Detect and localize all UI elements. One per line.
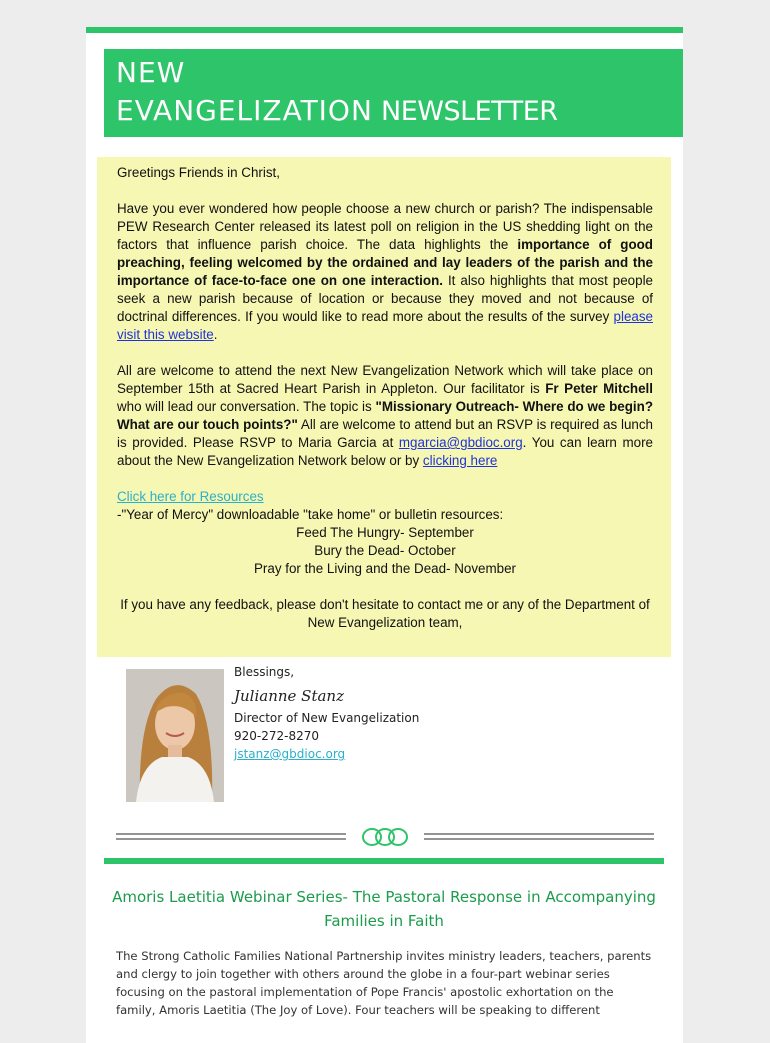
webinar-section-title: Amoris Laetitia Webinar Series- The Pastoral Response in Accompanying Families in Faith <box>112 888 656 930</box>
resource-item: Bury the Dead- October <box>314 543 456 558</box>
rsvp-email-link[interactable]: mgarcia@gbdioc.org <box>398 435 523 450</box>
facilitator-name: Fr Peter Mitchell <box>545 381 653 396</box>
signature-closing: Blessings, <box>234 665 295 679</box>
section-divider-bar <box>104 858 664 864</box>
header-title-line1: NEW <box>116 56 186 89</box>
p2-text-c: All are welcome to attend but an RSVP is required as lunch is provided. Please RSVP to Maria Garcia at <box>117 417 654 450</box>
header-title-evangelization: EVANGELIZATION <box>116 94 373 127</box>
p1-text-b: It also highlights that most people seek a new parish because of location or because they moved and not because of doctrinal differences. If you would like to read more about the results of the survey <box>117 273 653 324</box>
signature-title: Director of New Evangelization <box>234 711 420 725</box>
paragraph-network-event <box>117 362 653 470</box>
resource-item: Pray for the Living and the Dead- November <box>253 561 516 576</box>
resources-line: -"Year of Mercy" downloadable "take home" or bulletin resources: <box>117 507 504 522</box>
letter-panel <box>97 157 671 657</box>
newsletter-header <box>104 49 683 137</box>
author-portrait-image <box>126 669 224 802</box>
letter-body <box>117 164 653 632</box>
p2-text-b: who will lead our conversation. The topic is <box>117 399 376 414</box>
interlocking-rings-icon <box>363 829 407 845</box>
feedback-text: If you have any feedback, please don't hesitate to contact me or any of the Department of New Evangelization team, <box>120 597 650 630</box>
p2-text-d: . You can learn more about the New Evangelization Network below or by <box>117 435 653 468</box>
signature-block <box>234 663 419 763</box>
event-topic: "Missionary Outreach- Where do we begin? What are our touch points?" <box>117 399 653 432</box>
resource-item: Feed The Hungry- September <box>296 525 474 540</box>
p1-text-a: Have you ever wondered how people choose a new church or parish? The indispensable PEW Research Center released its latest poll on religion in the US shedding light on the factors that influence parish choice. The data highlights the <box>117 201 653 252</box>
resources-link[interactable]: Click here for Resources <box>117 489 264 504</box>
resources-block <box>117 488 653 578</box>
greeting: Greetings Friends in Christ, <box>117 165 280 180</box>
signature-phone: 920-272-8270 <box>234 729 320 743</box>
p2-text-a: All are welcome to attend the next New Evangelization Network which will take place on September 15th at Sacred Heart Parish in Appleton. Our facilitator is <box>117 363 653 396</box>
ornamental-divider <box>116 825 654 849</box>
header-title-newsletter: NEWSLETTER <box>381 96 558 127</box>
signature-name: Julianne Stanz <box>234 687 344 705</box>
webinar-section-body: The Strong Catholic Families National Partnership invites ministry leaders, teachers, parents and clergy to join together with others around the globe in a four-part webinar series focusing on the pastoral implementation of Pope Francis' apostolic exhortation on the family, Amoris Laetitia (The Joy of Love). Four teachers will be speaking to different <box>116 949 652 1017</box>
p1-bold: importance of good preaching, feeling welcomed by the ordained and lay leaders of the parish and the importance of face-to-face one on one interaction. <box>117 237 653 288</box>
network-clicking-here-link[interactable]: clicking here <box>422 453 498 468</box>
p1-end: . <box>213 327 218 342</box>
author-photo <box>126 669 224 802</box>
header-title-line2 <box>116 93 558 133</box>
survey-website-link[interactable]: please visit this website <box>117 309 653 342</box>
newsletter-page <box>86 27 683 1043</box>
paragraph-pew-survey <box>117 200 653 344</box>
signature-email-link[interactable]: jstanz@gbdioc.org <box>234 747 346 761</box>
